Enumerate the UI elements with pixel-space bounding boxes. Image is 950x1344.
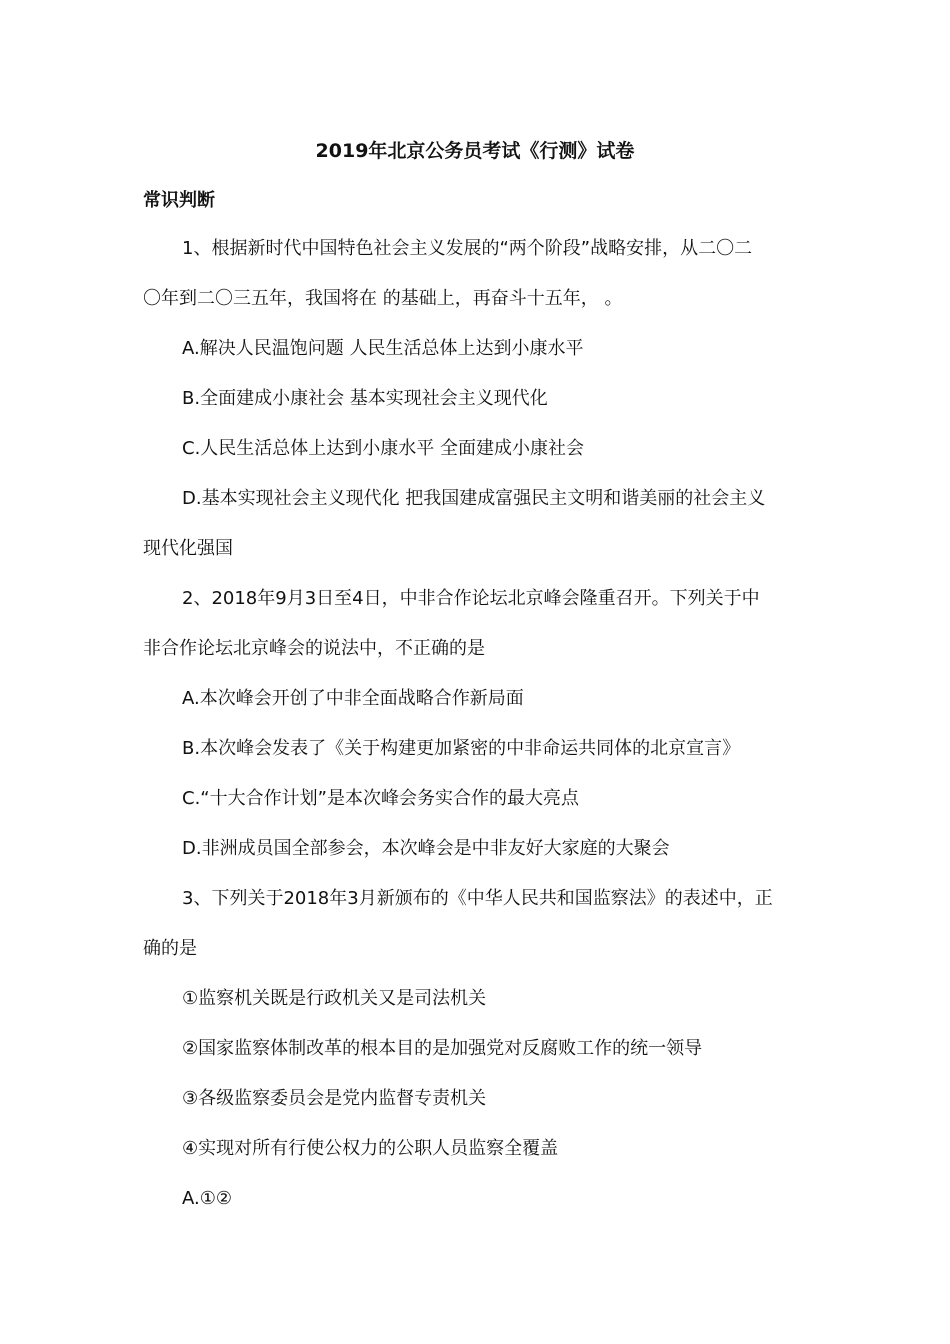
- question-1-stem-continued: 〇年到二〇三五年，我国将在 的基础上，再奋斗十五年， 。: [143, 288, 623, 309]
- question-1-option-c: C.人民生活总体上达到小康水平 全面建成小康社会: [182, 438, 585, 459]
- question-3-stem: 3、下列关于2018年3月新颁布的《中华人民共和国监察法》的表述中，正: [182, 888, 773, 909]
- question-1-option-b: B.全面建成小康社会 基本实现社会主义现代化: [182, 388, 548, 409]
- question-1-stem: 1、根据新时代中国特色社会主义发展的“两个阶段”战略安排，从二〇二: [182, 238, 753, 259]
- question-2-option-b: B.本次峰会发表了《关于构建更加紧密的中非命运共同体的北京宣言》: [182, 738, 741, 759]
- question-2-option-a: A.本次峰会开创了中非全面战略合作新局面: [182, 688, 524, 709]
- question-2-option-c: C.“十大合作计划”是本次峰会务实合作的最大亮点: [182, 788, 579, 809]
- question-content: [143, 235, 808, 1235]
- section-heading: 常识判断: [143, 190, 215, 211]
- question-3-statement-4: ④实现对所有行使公权力的公职人员监察全覆盖: [182, 1138, 559, 1159]
- question-3-option-a: A.①②: [182, 1188, 232, 1209]
- question-2-stem-continued: 非合作论坛北京峰会的说法中，不正确的是: [143, 638, 485, 659]
- question-3-stem-continued: 确的是: [143, 938, 197, 959]
- question-3-statement-2: ②国家监察体制改革的根本目的是加强党对反腐败工作的统一领导: [182, 1038, 703, 1059]
- question-3-statement-1: ①监察机关既是行政机关又是司法机关: [182, 988, 487, 1009]
- question-3-statement-3: ③各级监察委员会是党内监督专责机关: [182, 1088, 487, 1109]
- question-2-option-d: D.非洲成员国全部参会，本次峰会是中非友好大家庭的大聚会: [182, 838, 670, 859]
- question-1-option-d-continued: 现代化强国: [143, 538, 233, 559]
- question-1-option-d: D.基本实现社会主义现代化 把我国建成富强民主文明和谐美丽的社会主义: [182, 488, 766, 509]
- page-title: 2019年北京公务员考试《行测》试卷: [315, 140, 635, 162]
- question-1-option-a: A.解决人民温饱问题 人民生活总体上达到小康水平: [182, 338, 584, 359]
- question-2-stem: 2、2018年9月3日至4日，中非合作论坛北京峰会隆重召开。下列关于中: [182, 588, 760, 609]
